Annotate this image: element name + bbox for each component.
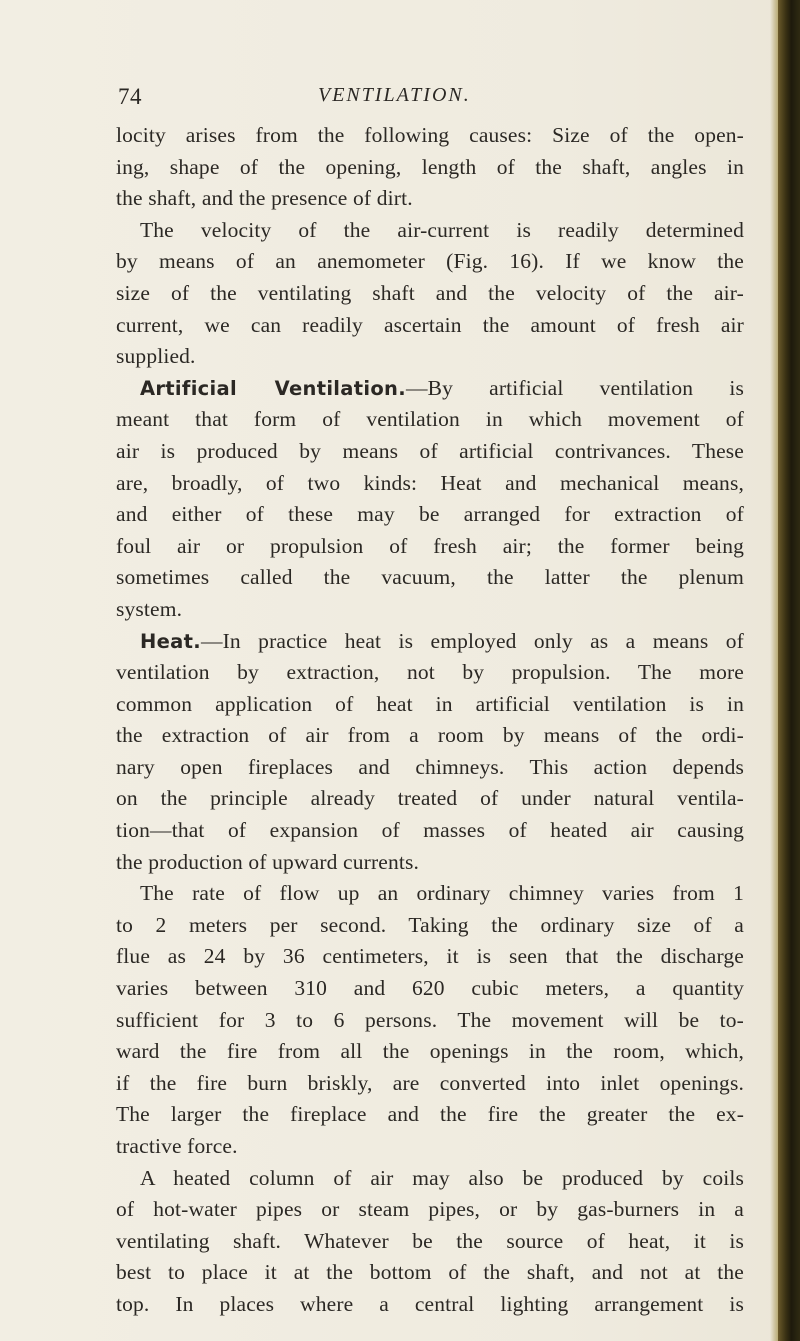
- running-head: VENTILATION.: [318, 84, 471, 106]
- text-line: locity arises from the following causes: Size of the open-: [116, 123, 744, 147]
- text-line: The larger the fireplace and the fire the greater the ex-: [116, 1102, 744, 1127]
- text-line: flue as 24 by 36 centimeters, it is seen that the discharge: [116, 944, 744, 969]
- text-line: sometimes called the vacuum, the latter the plenum: [116, 565, 744, 590]
- text-run: —By artificial ventilation is: [405, 375, 744, 400]
- text-line: ventilating shaft. Whatever be the source of heat, it is: [116, 1228, 744, 1253]
- text-line: A heated column of air may also be produced by coils: [140, 1165, 744, 1190]
- text-line: ward the fire from all the openings in the room, which,: [116, 1039, 744, 1064]
- text-line: best to place it at the bottom of the shaft, and not at the: [116, 1260, 744, 1285]
- text-line: nary open fireplaces and chimneys. This action depends: [116, 754, 744, 779]
- text-line: varies between 310 and 620 cubic meters, a quantity: [116, 976, 744, 1001]
- section-heading-line: [116, 373, 744, 405]
- text-line: The velocity of the air-current is readily determined: [140, 217, 744, 242]
- text-line: system.: [116, 596, 183, 621]
- text-line: common application of heat in artificial ventilation is in: [116, 691, 744, 716]
- text-line: tractive force.: [116, 1134, 238, 1158]
- text-line: tion—that of expansion of masses of heated air causing: [116, 818, 744, 843]
- text-line: if the fire burn briskly, are converted into inlet openings.: [116, 1070, 744, 1095]
- text-line: to 2 meters per second. Taking the ordinary size of a: [116, 912, 744, 937]
- text-line: foul air or propulsion of fresh air; the former being: [116, 533, 744, 558]
- text-line: air is produced by means of artificial contrivances. These: [116, 438, 744, 463]
- section-heading-line: [116, 626, 744, 658]
- text-line: are, broadly, of two kinds: Heat and mechanical means,: [116, 470, 744, 495]
- text-line: top. In places where a central lighting arrangement is: [116, 1291, 744, 1316]
- text-line: sufficient for 3 to 6 persons. The movement will be to-: [116, 1007, 744, 1032]
- text-line: meant that form of ventilation in which movement of: [116, 407, 744, 432]
- text-line: current, we can readily ascertain the amount of fresh air: [116, 312, 744, 337]
- text-line: The rate of flow up an ordinary chimney varies from 1: [140, 881, 744, 906]
- text-line: size of the ventilating shaft and the velocity of the air-: [116, 280, 744, 305]
- body-text: [116, 120, 744, 1321]
- section-heading: Artificial Ventilation.: [140, 376, 406, 400]
- page-number: 74: [118, 84, 142, 109]
- page-header: [118, 84, 738, 114]
- text-line: on the principle already treated of under natural ventila-: [116, 786, 744, 811]
- text-line: the extraction of air from a room by means of the ordi-: [116, 723, 744, 748]
- text-line: of hot-water pipes or steam pipes, or by gas-burners in a: [116, 1197, 744, 1222]
- text-line: and either of these may be arranged for extraction of: [116, 502, 744, 527]
- text-line: the shaft, and the presence of dirt.: [116, 186, 413, 211]
- page-binding-edge: [778, 0, 800, 1341]
- text-line: ventilation by extraction, not by propulsion. The more: [116, 660, 744, 685]
- text-line: by means of an anemometer (Fig. 16). If we know the: [116, 249, 744, 274]
- section-heading: Heat.: [140, 629, 201, 653]
- text-run: —In practice heat is employed only as a means of: [200, 628, 744, 653]
- text-line: the production of upward currents.: [116, 849, 420, 874]
- text-line: supplied.: [116, 344, 196, 369]
- text-line: ing, shape of the opening, length of the shaft, angles in: [116, 154, 744, 179]
